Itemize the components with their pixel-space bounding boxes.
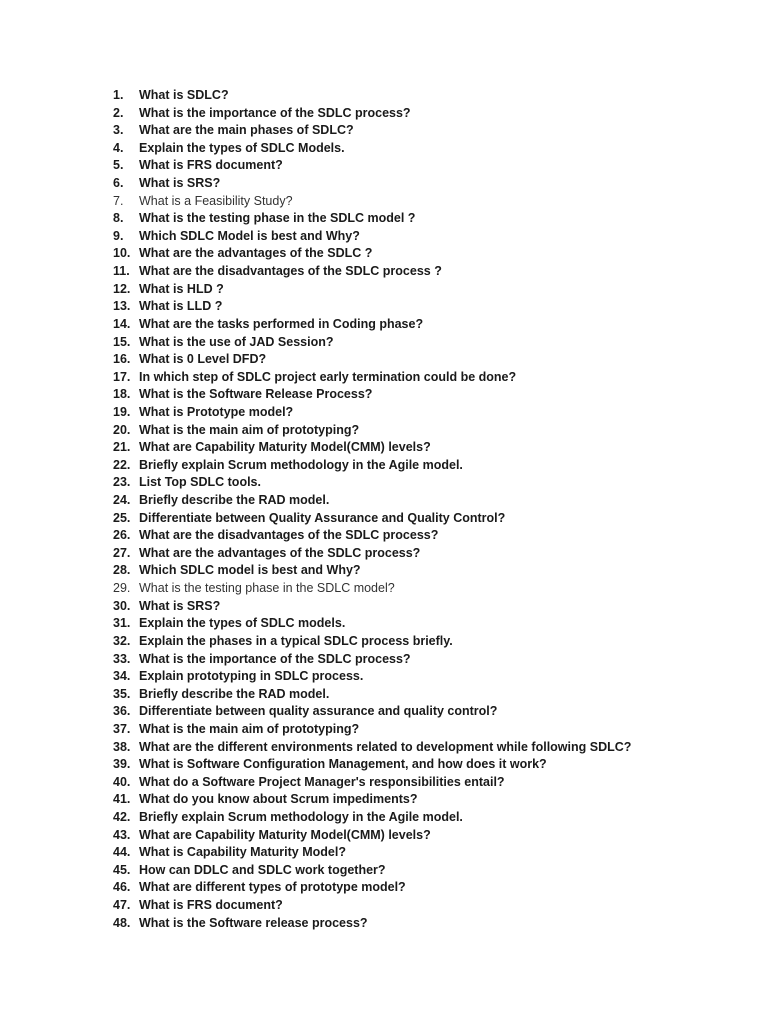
list-item xyxy=(113,457,631,475)
question-number: 13. xyxy=(113,299,131,314)
list-item xyxy=(113,122,631,140)
question-text: What is the main aim of prototyping? xyxy=(139,721,360,736)
list-item xyxy=(113,879,631,897)
list-item xyxy=(113,87,631,105)
question-text: Briefly explain Scrum methodology in the Agile model. xyxy=(139,457,463,472)
list-item xyxy=(113,316,631,334)
question-text: What are the advantages of the SDLC ? xyxy=(139,246,373,261)
list-item xyxy=(113,228,631,246)
question-number: 5. xyxy=(113,158,124,173)
question-text: Which SDLC Model is best and Why? xyxy=(139,228,360,243)
question-number: 12. xyxy=(113,281,131,296)
question-text: What is the importance of the SDLC process? xyxy=(139,105,411,120)
question-text: Differentiate between quality assurance and quality control? xyxy=(139,704,498,719)
question-text: What is Prototype model? xyxy=(139,404,294,419)
question-number: 47. xyxy=(113,898,131,913)
question-list xyxy=(113,87,631,932)
list-item xyxy=(113,157,631,175)
list-item xyxy=(113,739,631,757)
list-item xyxy=(113,474,631,492)
list-item xyxy=(113,422,631,440)
question-text: What is the main aim of prototyping? xyxy=(139,422,360,437)
question-text: What are different types of prototype model? xyxy=(139,880,406,895)
question-text: What is HLD ? xyxy=(139,281,224,296)
list-item xyxy=(113,756,631,774)
question-number: 17. xyxy=(113,369,131,384)
question-text: Explain the phases in a typical SDLC process briefly. xyxy=(139,633,453,648)
question-number: 48. xyxy=(113,915,131,930)
question-number: 46. xyxy=(113,880,131,895)
question-text: What is the Software release process? xyxy=(139,915,368,930)
list-item xyxy=(113,545,631,563)
list-item xyxy=(113,668,631,686)
list-item xyxy=(113,140,631,158)
list-item xyxy=(113,386,631,404)
question-number: 23. xyxy=(113,475,131,490)
question-number: 8. xyxy=(113,211,124,226)
list-item xyxy=(113,580,631,598)
question-text: What is the Software Release Process? xyxy=(139,387,373,402)
list-item xyxy=(113,827,631,845)
question-text: What is FRS document? xyxy=(139,898,283,913)
question-text: What is SDLC? xyxy=(139,88,229,102)
question-number: 37. xyxy=(113,721,131,736)
question-number: 20. xyxy=(113,422,131,437)
question-number: 21. xyxy=(113,440,131,455)
question-number: 39. xyxy=(113,757,131,772)
list-item xyxy=(113,862,631,880)
list-item xyxy=(113,897,631,915)
question-text: Which SDLC model is best and Why? xyxy=(139,563,361,578)
question-text: What is a Feasibility Study? xyxy=(139,193,293,208)
question-text: Explain prototyping in SDLC process. xyxy=(139,669,364,684)
list-item xyxy=(113,439,631,457)
question-number: 1. xyxy=(113,88,124,102)
question-number: 16. xyxy=(113,352,131,367)
question-text: What are Capability Maturity Model(CMM) levels? xyxy=(139,827,431,842)
question-number: 26. xyxy=(113,528,131,543)
list-item xyxy=(113,844,631,862)
question-text: List Top SDLC tools. xyxy=(139,475,261,490)
list-item xyxy=(113,721,631,739)
list-item xyxy=(113,175,631,193)
question-number: 40. xyxy=(113,774,131,789)
question-text: What are the disadvantages of the SDLC process ? xyxy=(139,264,442,279)
question-text: What is SRS? xyxy=(139,598,221,613)
question-text: What are the disadvantages of the SDLC process? xyxy=(139,528,439,543)
list-item xyxy=(113,562,631,580)
list-item xyxy=(113,527,631,545)
question-text: Explain the types of SDLC Models. xyxy=(139,140,345,155)
list-item xyxy=(113,809,631,827)
question-number: 28. xyxy=(113,563,131,578)
question-number: 35. xyxy=(113,686,131,701)
question-number: 43. xyxy=(113,827,131,842)
question-text: What is Software Configuration Management, and how does it work? xyxy=(139,757,547,772)
list-item xyxy=(113,193,631,211)
list-item xyxy=(113,334,631,352)
question-number: 34. xyxy=(113,669,131,684)
question-number: 3. xyxy=(113,123,124,138)
question-number: 22. xyxy=(113,457,131,472)
question-text: What are the main phases of SDLC? xyxy=(139,123,354,138)
question-text: In which step of SDLC project early termination could be done? xyxy=(139,369,517,384)
question-text: What do you know about Scrum impediments? xyxy=(139,792,418,807)
question-number: 15. xyxy=(113,334,131,349)
list-item xyxy=(113,791,631,809)
question-text: What is 0 Level DFD? xyxy=(139,352,267,367)
question-text: What do a Software Project Manager's responsibilities entail? xyxy=(139,774,505,789)
list-item xyxy=(113,633,631,651)
question-text: Briefly describe the RAD model. xyxy=(139,686,330,701)
list-item xyxy=(113,615,631,633)
list-item xyxy=(113,263,631,281)
question-number: 24. xyxy=(113,493,131,508)
question-text: What is SRS? xyxy=(139,176,221,191)
question-number: 7. xyxy=(113,193,124,208)
list-item xyxy=(113,686,631,704)
question-number: 4. xyxy=(113,140,124,155)
question-text: Differentiate between Quality Assurance and Quality Control? xyxy=(139,510,506,525)
question-number: 11. xyxy=(113,264,130,279)
question-number: 31. xyxy=(113,616,131,631)
list-item xyxy=(113,369,631,387)
question-number: 29. xyxy=(113,581,131,596)
question-text: What is Capability Maturity Model? xyxy=(139,845,346,860)
question-text: What is the importance of the SDLC process? xyxy=(139,651,411,666)
question-number: 45. xyxy=(113,862,131,877)
question-number: 10. xyxy=(113,246,131,261)
list-item xyxy=(113,774,631,792)
question-number: 19. xyxy=(113,404,131,419)
question-text: What is FRS document? xyxy=(139,158,283,173)
question-text: What is LLD ? xyxy=(139,299,223,314)
question-number: 41. xyxy=(113,792,131,807)
question-number: 9. xyxy=(113,228,124,243)
list-item xyxy=(113,510,631,528)
question-text: What are the tasks performed in Coding phase? xyxy=(139,316,424,331)
question-number: 18. xyxy=(113,387,131,402)
list-item xyxy=(113,298,631,316)
list-item xyxy=(113,598,631,616)
list-item xyxy=(113,210,631,228)
list-item xyxy=(113,703,631,721)
question-text: Briefly explain Scrum methodology in the Agile model. xyxy=(139,809,463,824)
question-text: What are Capability Maturity Model(CMM) levels? xyxy=(139,440,431,455)
question-number: 38. xyxy=(113,739,131,754)
question-text: What is the testing phase in the SDLC model ? xyxy=(139,211,416,226)
question-text: Briefly describe the RAD model. xyxy=(139,493,330,508)
question-number: 14. xyxy=(113,316,131,331)
list-item xyxy=(113,651,631,669)
question-text: What are the different environments related to development while following SDLC? xyxy=(139,739,632,754)
list-item xyxy=(113,915,631,933)
question-number: 42. xyxy=(113,809,131,824)
question-number: 25. xyxy=(113,510,131,525)
question-number: 32. xyxy=(113,633,131,648)
question-text: What is the testing phase in the SDLC model? xyxy=(139,581,395,596)
list-item xyxy=(113,492,631,510)
question-text: What is the use of JAD Session? xyxy=(139,334,334,349)
question-text: Explain the types of SDLC models. xyxy=(139,616,346,631)
question-text: What are the advantages of the SDLC process? xyxy=(139,545,421,560)
list-item xyxy=(113,404,631,422)
question-number: 27. xyxy=(113,545,131,560)
question-number: 44. xyxy=(113,845,131,860)
question-number: 30. xyxy=(113,598,131,613)
list-item xyxy=(113,351,631,369)
list-item xyxy=(113,245,631,263)
question-number: 33. xyxy=(113,651,131,666)
list-item xyxy=(113,105,631,123)
question-number: 36. xyxy=(113,704,131,719)
question-number: 2. xyxy=(113,105,124,120)
list-item xyxy=(113,281,631,299)
question-text: How can DDLC and SDLC work together? xyxy=(139,862,386,877)
question-number: 6. xyxy=(113,176,124,191)
